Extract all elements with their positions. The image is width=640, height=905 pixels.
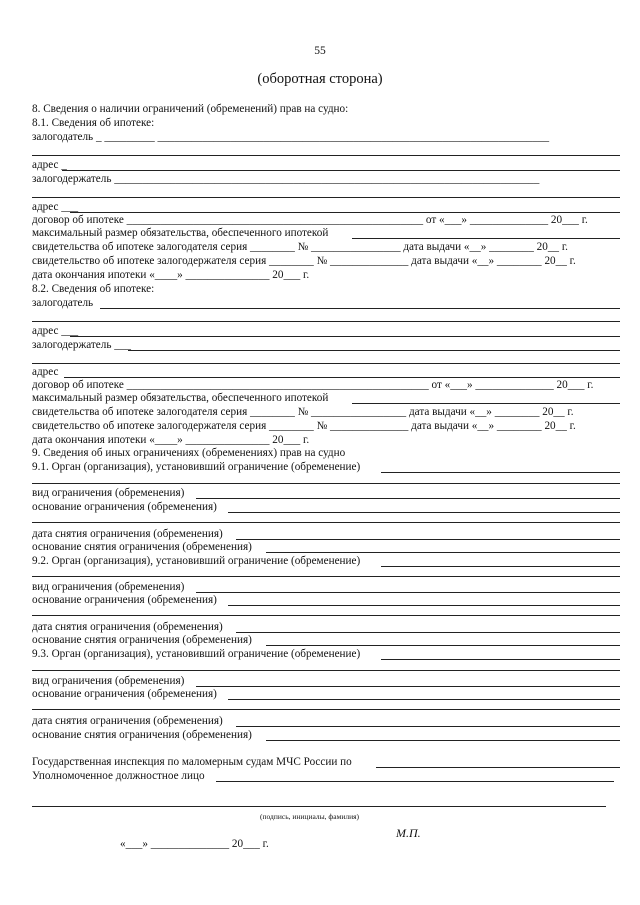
removal-date-field[interactable] [236, 632, 620, 633]
max-obligation-field[interactable] [352, 403, 620, 404]
mortgagor-field[interactable] [100, 308, 620, 309]
blank-line [32, 321, 620, 322]
mortgagor-certificate-field[interactable]: свидетельства об ипотеке залогодателя серия ________ № ________________ дата выдачи «__» ________ 20__ г. [32, 241, 568, 253]
removal-basis-field[interactable] [266, 740, 620, 741]
mortgagee-label: залогодержатель ___ [32, 339, 132, 351]
address-label: адрес _ [32, 159, 67, 171]
mortgagor-label: залогодатель [32, 297, 94, 309]
restriction-type-field[interactable] [196, 498, 620, 499]
blank-line [32, 483, 620, 484]
mortgagee-field[interactable] [128, 350, 620, 351]
address-label: адрес ___ [32, 201, 79, 213]
blank-line [32, 576, 620, 577]
page-title: (оборотная сторона) [257, 71, 383, 87]
restriction-basis-field[interactable] [228, 699, 620, 700]
mortgage-end-date-field[interactable]: дата окончания ипотеки «____» _______________ 20___ г. [32, 434, 310, 446]
mortgage-contract-field[interactable]: договор об ипотеке ______________________________________________________ от «___» ______________ 20___ г. [32, 379, 594, 391]
blank-line [32, 197, 620, 198]
removal-basis-label: основание снятия ограничения (обременения) [32, 541, 252, 553]
section-9-3-authority-label: 9.3. Орган (организация), установивший ограничение (обременение) [32, 648, 361, 660]
blank-line [32, 709, 620, 710]
mortgagee-field[interactable]: залогодержатель ____________________________________________________________________________ [32, 173, 540, 185]
max-obligation-label: максимальный размер обязательства, обеспеченного ипотекой [32, 227, 329, 239]
mortgage-end-date-field[interactable]: дата окончания ипотеки «____» _______________ 20___ г. [32, 269, 310, 281]
authority-field[interactable] [381, 566, 620, 567]
inspection-field[interactable] [376, 767, 620, 768]
blank-line [32, 363, 620, 364]
blank-line [32, 670, 620, 671]
signature-caption: (подпись, инициалы, фамилия) [260, 812, 360, 821]
address-label: адрес ___ [32, 325, 79, 337]
section-9-1-authority-label: 9.1. Орган (организация), установивший ограничение (обременение) [32, 461, 361, 473]
restriction-basis-field[interactable] [228, 512, 620, 513]
restriction-type-label: вид ограничения (обременения) [32, 675, 185, 687]
authorized-official-field[interactable] [216, 781, 614, 782]
removal-basis-label: основание снятия ограничения (обременения) [32, 634, 252, 646]
restriction-type-field[interactable] [196, 592, 620, 593]
blank-line [32, 615, 620, 616]
authorized-official-label: Уполномоченное должностное лицо [32, 770, 205, 782]
mortgagor-field[interactable]: залогодатель _ _________ ______________________________________________________________________ [32, 131, 550, 143]
authority-field[interactable] [381, 659, 620, 660]
mortgagee-certificate-field[interactable]: свидетельство об ипотеке залогодержателя серия ________ № ______________ дата выдачи «__» ________ 20__ г. [32, 255, 576, 267]
address-label: адрес [32, 366, 59, 378]
restriction-type-label: вид ограничения (обременения) [32, 581, 185, 593]
removal-basis-field[interactable] [266, 645, 620, 646]
restriction-type-field[interactable] [196, 686, 620, 687]
authority-field[interactable] [381, 472, 620, 473]
removal-date-field[interactable] [236, 726, 620, 727]
restriction-basis-label: основание ограничения (обременения) [32, 501, 217, 513]
section-8-heading: 8. Сведения о наличии ограничений (обременений) прав на судно: [32, 103, 349, 115]
max-obligation-label: максимальный размер обязательства, обеспеченного ипотекой [32, 392, 329, 404]
removal-basis-label: основание снятия ограничения (обременения) [32, 729, 252, 741]
removal-basis-field[interactable] [266, 552, 620, 553]
address-field[interactable] [70, 212, 620, 213]
section-8-2-heading: 8.2. Сведения об ипотеке: [32, 283, 155, 295]
blank-line [32, 155, 620, 156]
mortgagee-certificate-field[interactable]: свидетельство об ипотеке залогодержателя серия ________ № ______________ дата выдачи «__» ________ 20__ г. [32, 420, 576, 432]
address-field[interactable] [64, 377, 620, 378]
inspection-label: Государственная инспекция по маломерным судам МЧС России по [32, 756, 352, 768]
section-9-heading: 9. Сведения об иных ограничениях (обременениях) прав на судно [32, 447, 346, 459]
removal-date-field[interactable] [236, 539, 620, 540]
seal-label: М.П. [396, 826, 421, 840]
page-number: 55 [314, 45, 326, 57]
signature-line[interactable] [32, 806, 606, 807]
restriction-basis-label: основание ограничения (обременения) [32, 688, 217, 700]
restriction-basis-field[interactable] [228, 605, 620, 606]
restriction-basis-label: основание ограничения (обременения) [32, 594, 217, 606]
removal-date-label: дата снятия ограничения (обременения) [32, 715, 223, 727]
address-field[interactable] [70, 336, 620, 337]
mortgagor-certificate-field[interactable]: свидетельства об ипотеке залогодателя серия ________ № _________________ дата выдачи «__» ________ 20__ г. [32, 406, 574, 418]
date-field[interactable]: «___» ______________ 20___ г. [120, 838, 269, 850]
removal-date-label: дата снятия ограничения (обременения) [32, 528, 223, 540]
address-field[interactable] [62, 170, 620, 171]
mortgage-contract-field[interactable]: договор об ипотеке _____________________________________________________ от «___» ______________ 20___ г. [32, 214, 588, 226]
blank-line [32, 522, 620, 523]
max-obligation-field[interactable] [352, 238, 620, 239]
restriction-type-label: вид ограничения (обременения) [32, 487, 185, 499]
section-8-1-heading: 8.1. Сведения об ипотеке: [32, 117, 155, 129]
removal-date-label: дата снятия ограничения (обременения) [32, 621, 223, 633]
section-9-2-authority-label: 9.2. Орган (организация), установивший ограничение (обременение) [32, 555, 361, 567]
